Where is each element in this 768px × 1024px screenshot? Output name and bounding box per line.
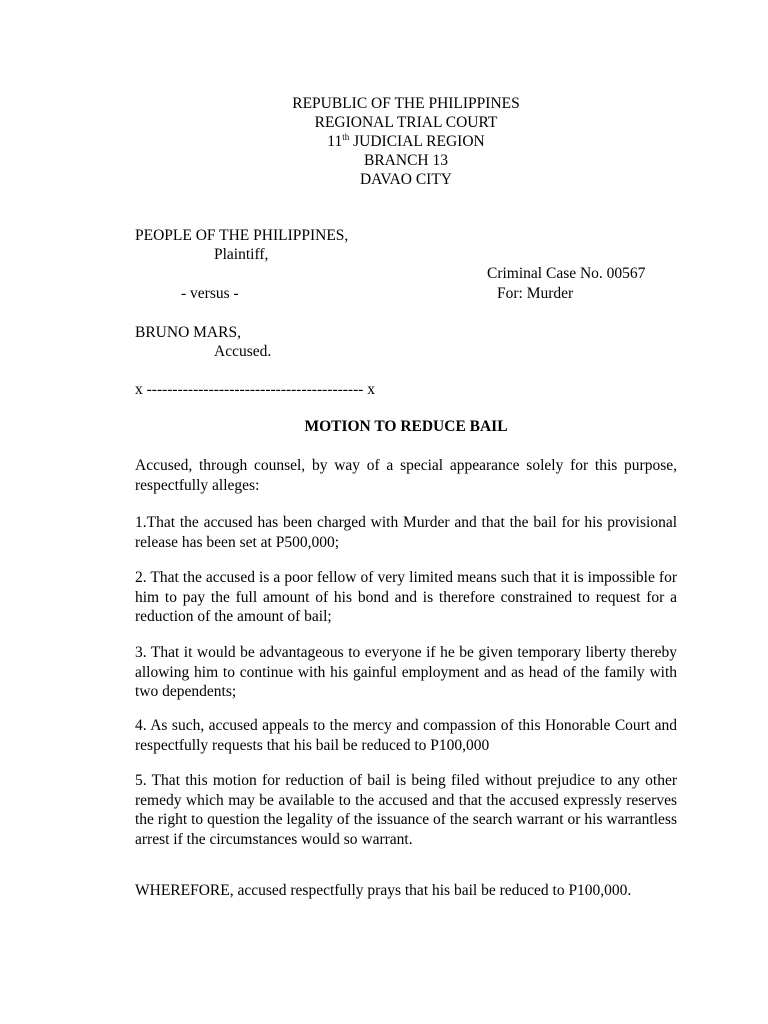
prayer-paragraph: WHEREFORE, accused respectfully prays that his bail be reduced to P100,000. <box>135 882 632 899</box>
paragraph-1: 1.That the accused has been charged with Murder and that the bail for his provisional release has been set at P500,000; <box>135 514 677 551</box>
intro-paragraph: Accused, through counsel, by way of a special appearance solely for this purpose, respectfully alleges: <box>135 457 677 494</box>
versus-label: - versus - <box>181 285 239 302</box>
case-number: Criminal Case No. 00567 <box>487 265 646 282</box>
paragraph-3: 3. That it would be advantageous to everyone if he be given temporary liberty thereby allowing him to continue with his gainful employment and as head of the family with two dependents; <box>135 644 677 700</box>
region-number: 11 <box>327 133 343 150</box>
accused-name: BRUNO MARS, <box>135 324 241 341</box>
header-region <box>0 132 768 151</box>
accused-role: Accused. <box>214 343 272 360</box>
plaintiff-role: Plaintiff, <box>214 246 269 263</box>
offense-label: For: Murder <box>497 285 574 302</box>
caption-separator: x ------------------------------------------ x <box>135 381 376 398</box>
region-ordinal: th <box>342 132 350 142</box>
region-label: JUDICIAL REGION <box>349 133 485 150</box>
header-republic: REPUBLIC OF THE PHILIPPINES <box>292 95 520 112</box>
court-header <box>0 94 768 189</box>
paragraph-5: 5. That this motion for reduction of bail is being filed without prejudice to any other remedy which may be available to the accused and that the accused expressly reserves the right to question the legality of the issuance of the search warrant or his warrantless arrest if the circumstances would so warrant. <box>135 772 677 848</box>
paragraph-4: 4. As such, accused appeals to the mercy and compassion of this Honorable Court and respectfully requests that his bail be reduced to P100,000 <box>135 717 677 754</box>
plaintiff-name: PEOPLE OF THE PHILIPPINES, <box>135 227 349 244</box>
header-city: DAVAO CITY <box>359 171 452 188</box>
motion-title: MOTION TO REDUCE BAIL <box>304 418 508 435</box>
header-court: REGIONAL TRIAL COURT <box>314 114 498 131</box>
header-branch: BRANCH 13 <box>364 152 448 169</box>
paragraph-2: 2. That the accused is a poor fellow of very limited means such that it is impossible for him to pay the full amount of his bond and is therefore constrained to request for a reduction of the amount of bail; <box>135 569 677 625</box>
